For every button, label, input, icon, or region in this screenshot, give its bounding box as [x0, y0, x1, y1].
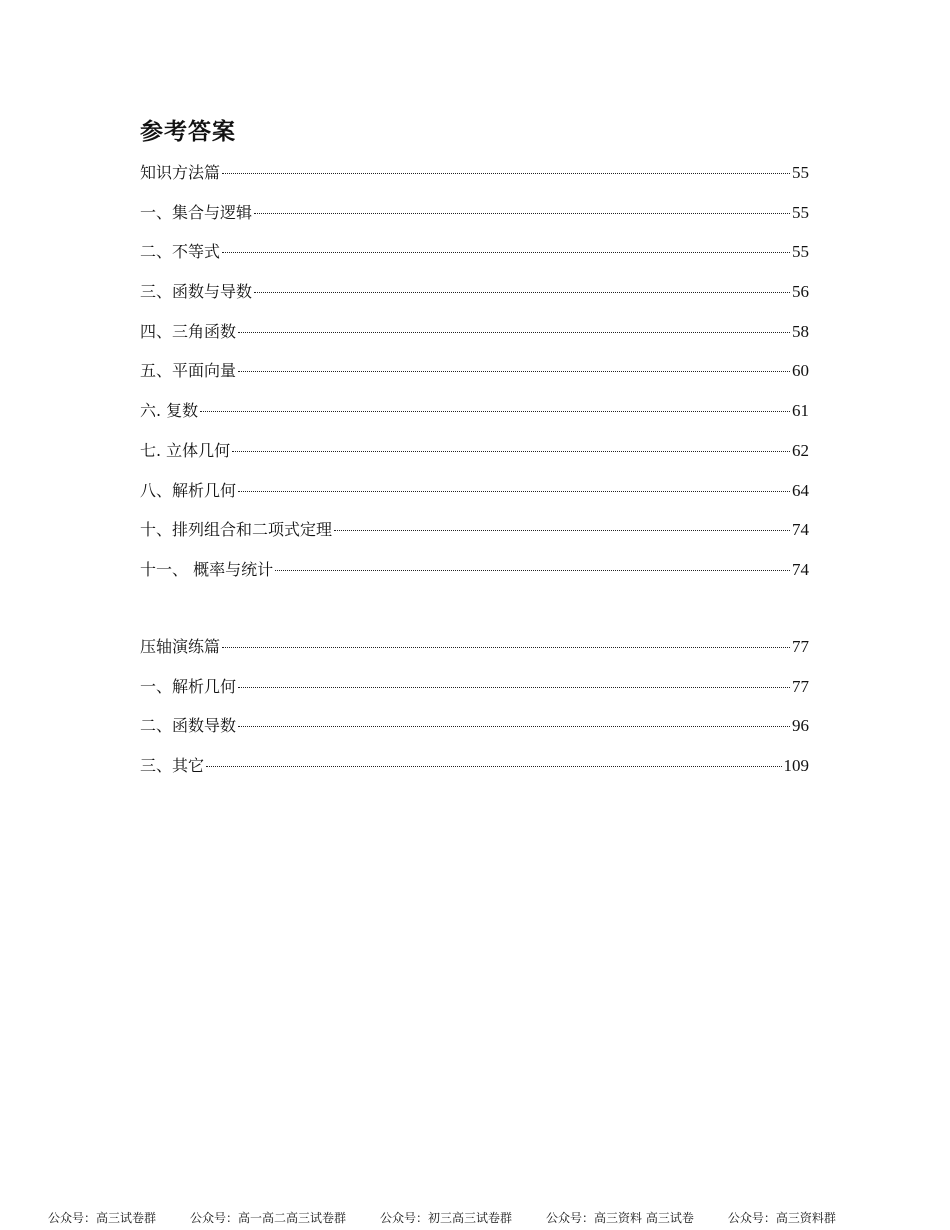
- toc-entry[interactable]: [140, 239, 809, 279]
- toc-entry-label: 三、其它: [140, 756, 205, 776]
- toc-entry-page: 74: [792, 559, 809, 579]
- toc-dot-leader: [254, 213, 790, 214]
- footer-text: 公众号：高三试卷群: [48, 1211, 157, 1225]
- toc-entry-label: 七. 立体几何: [140, 440, 231, 460]
- toc-dot-leader: [238, 726, 790, 727]
- toc-entry-page: 56: [792, 282, 809, 302]
- toc-entry-label: 一、解析几何: [140, 676, 237, 696]
- toc-entry[interactable]: [140, 517, 809, 557]
- toc-entry[interactable]: [140, 200, 809, 240]
- toc-entry-label: 四、三角函数: [140, 321, 237, 341]
- toc-entry[interactable]: [140, 319, 809, 359]
- footer-text: 公众号：高一高二高三试卷群: [190, 1211, 347, 1225]
- toc-entry[interactable]: [140, 160, 809, 200]
- footer-text: 公众号：初三高三试卷群: [380, 1211, 513, 1225]
- toc-entry-page: 58: [792, 321, 809, 341]
- toc-dot-leader: [275, 570, 790, 571]
- toc-entry-label: 十一、 概率与统计: [140, 559, 274, 579]
- toc-entry-page: 96: [792, 716, 809, 736]
- toc-entry-page: 74: [792, 520, 809, 540]
- toc-dot-leader: [222, 647, 790, 648]
- toc-section-practice: [140, 634, 809, 793]
- toc-entry-page: 62: [792, 440, 809, 460]
- toc-dot-leader: [222, 252, 790, 253]
- toc-entry[interactable]: [140, 398, 809, 438]
- toc-entry-label: 压轴演练篇: [140, 637, 221, 656]
- toc-entry-page: 55: [792, 163, 809, 182]
- page-title: 参考答案: [140, 119, 236, 145]
- footer-watermark: [48, 1209, 910, 1226]
- toc-entry[interactable]: [140, 557, 809, 597]
- toc-entry[interactable]: [140, 753, 809, 793]
- toc-entry-label: 知识方法篇: [140, 163, 221, 182]
- toc-entry-label: 八、解析几何: [140, 480, 237, 500]
- toc-entry-page: 109: [783, 756, 809, 776]
- toc-entry-label: 六. 复数: [140, 401, 199, 421]
- toc-entry[interactable]: [140, 358, 809, 398]
- toc-entry[interactable]: [140, 279, 809, 319]
- toc-section-knowledge: [140, 160, 809, 597]
- toc-entry[interactable]: [140, 438, 809, 478]
- toc-dot-leader: [206, 766, 781, 767]
- footer-text: 公众号：高三资料 高三试卷: [546, 1211, 694, 1225]
- toc-entry-label: 二、函数导数: [140, 716, 237, 736]
- toc-entry[interactable]: [140, 634, 809, 674]
- footer-text: 公众号：高三资料群: [727, 1211, 836, 1225]
- toc-dot-leader: [238, 371, 790, 372]
- toc-dot-leader: [254, 292, 790, 293]
- toc-entry-page: 64: [792, 480, 809, 500]
- toc-dot-leader: [238, 491, 790, 492]
- toc-entry-label: 二、不等式: [140, 242, 221, 262]
- toc-dot-leader: [200, 411, 790, 412]
- toc-entry[interactable]: [140, 478, 809, 518]
- toc-dot-leader: [232, 451, 790, 452]
- toc-entry-page: 60: [792, 361, 809, 381]
- toc-entry-label: 十、排列组合和二项式定理: [140, 520, 333, 540]
- toc-entry-label: 五、平面向量: [140, 361, 237, 381]
- toc-entry-page: 55: [792, 242, 809, 262]
- toc-entry-label: 一、集合与逻辑: [140, 202, 253, 222]
- toc-entry-page: 61: [792, 401, 809, 421]
- toc-entry-label: 三、函数与导数: [140, 282, 253, 302]
- toc-dot-leader: [222, 173, 790, 174]
- toc-dot-leader: [334, 530, 790, 531]
- toc-entry[interactable]: [140, 674, 809, 714]
- toc-entry-page: 77: [792, 676, 809, 696]
- toc-entry-page: 55: [792, 202, 809, 222]
- toc-dot-leader: [238, 332, 790, 333]
- toc-entry-page: 77: [792, 637, 809, 656]
- toc-dot-leader: [238, 687, 790, 688]
- toc-entry[interactable]: [140, 713, 809, 753]
